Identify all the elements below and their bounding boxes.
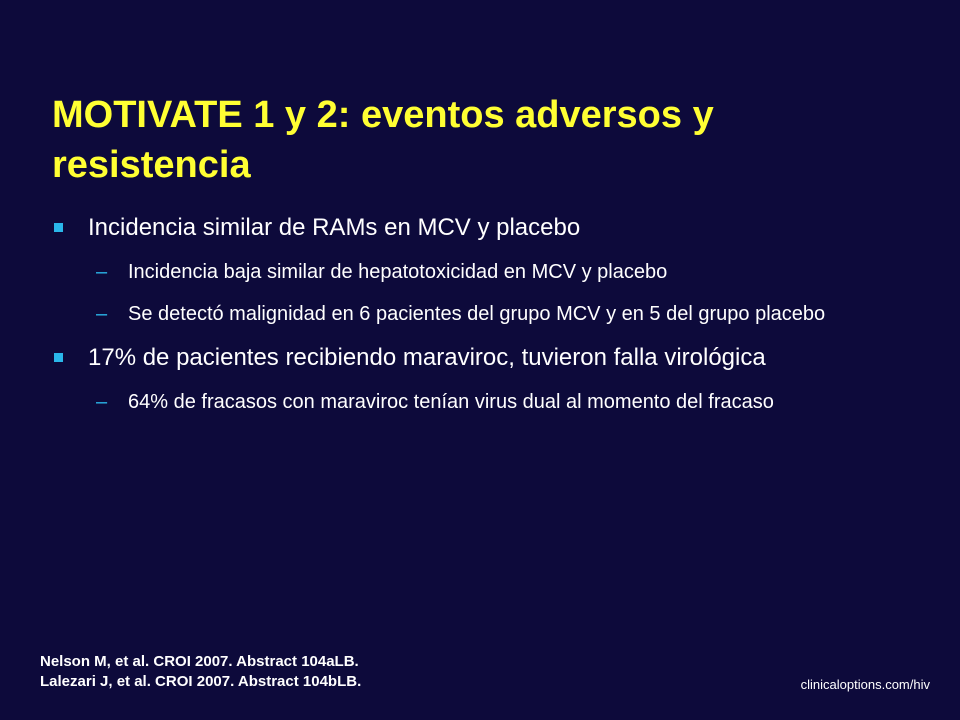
reference-line: Lalezari J, et al. CROI 2007. Abstract 104bLB. bbox=[40, 673, 362, 690]
references bbox=[40, 652, 361, 692]
sub-bullet-text: Se detectó malignidad en 6 pacientes del grupo MCV y en 5 del grupo placebo bbox=[128, 303, 826, 325]
dash-bullet-icon: – bbox=[96, 391, 108, 413]
slide-title: MOTIVATE 1 y 2: eventos adversos y resistencia bbox=[52, 94, 714, 186]
sub-bullet-text: 64% de fracasos con maraviroc tenían virus dual al momento del fracaso bbox=[128, 391, 774, 413]
bullet-item bbox=[52, 212, 932, 244]
dash-bullet-icon: – bbox=[96, 261, 108, 283]
square-bullet-icon bbox=[54, 223, 63, 232]
bullet-text: Incidencia similar de RAMs en MCV y placebo bbox=[88, 214, 581, 241]
sub-bullet-text: Incidencia baja similar de hepatotoxicidad en MCV y placebo bbox=[128, 261, 668, 283]
dash-bullet-icon: – bbox=[96, 303, 108, 325]
square-bullet-icon bbox=[54, 353, 63, 362]
bullet-list bbox=[52, 212, 932, 430]
bullet-item bbox=[52, 342, 932, 374]
sub-bullet-item bbox=[52, 388, 932, 416]
sub-bullet-item bbox=[52, 258, 932, 286]
sub-bullet-item bbox=[52, 300, 932, 328]
site-footer: clinicaloptions.com/hiv bbox=[800, 677, 930, 692]
bullet-text: 17% de pacientes recibiendo maraviroc, tuvieron falla virológica bbox=[88, 344, 766, 371]
reference-line: Nelson M, et al. CROI 2007. Abstract 104aLB. bbox=[40, 653, 359, 670]
